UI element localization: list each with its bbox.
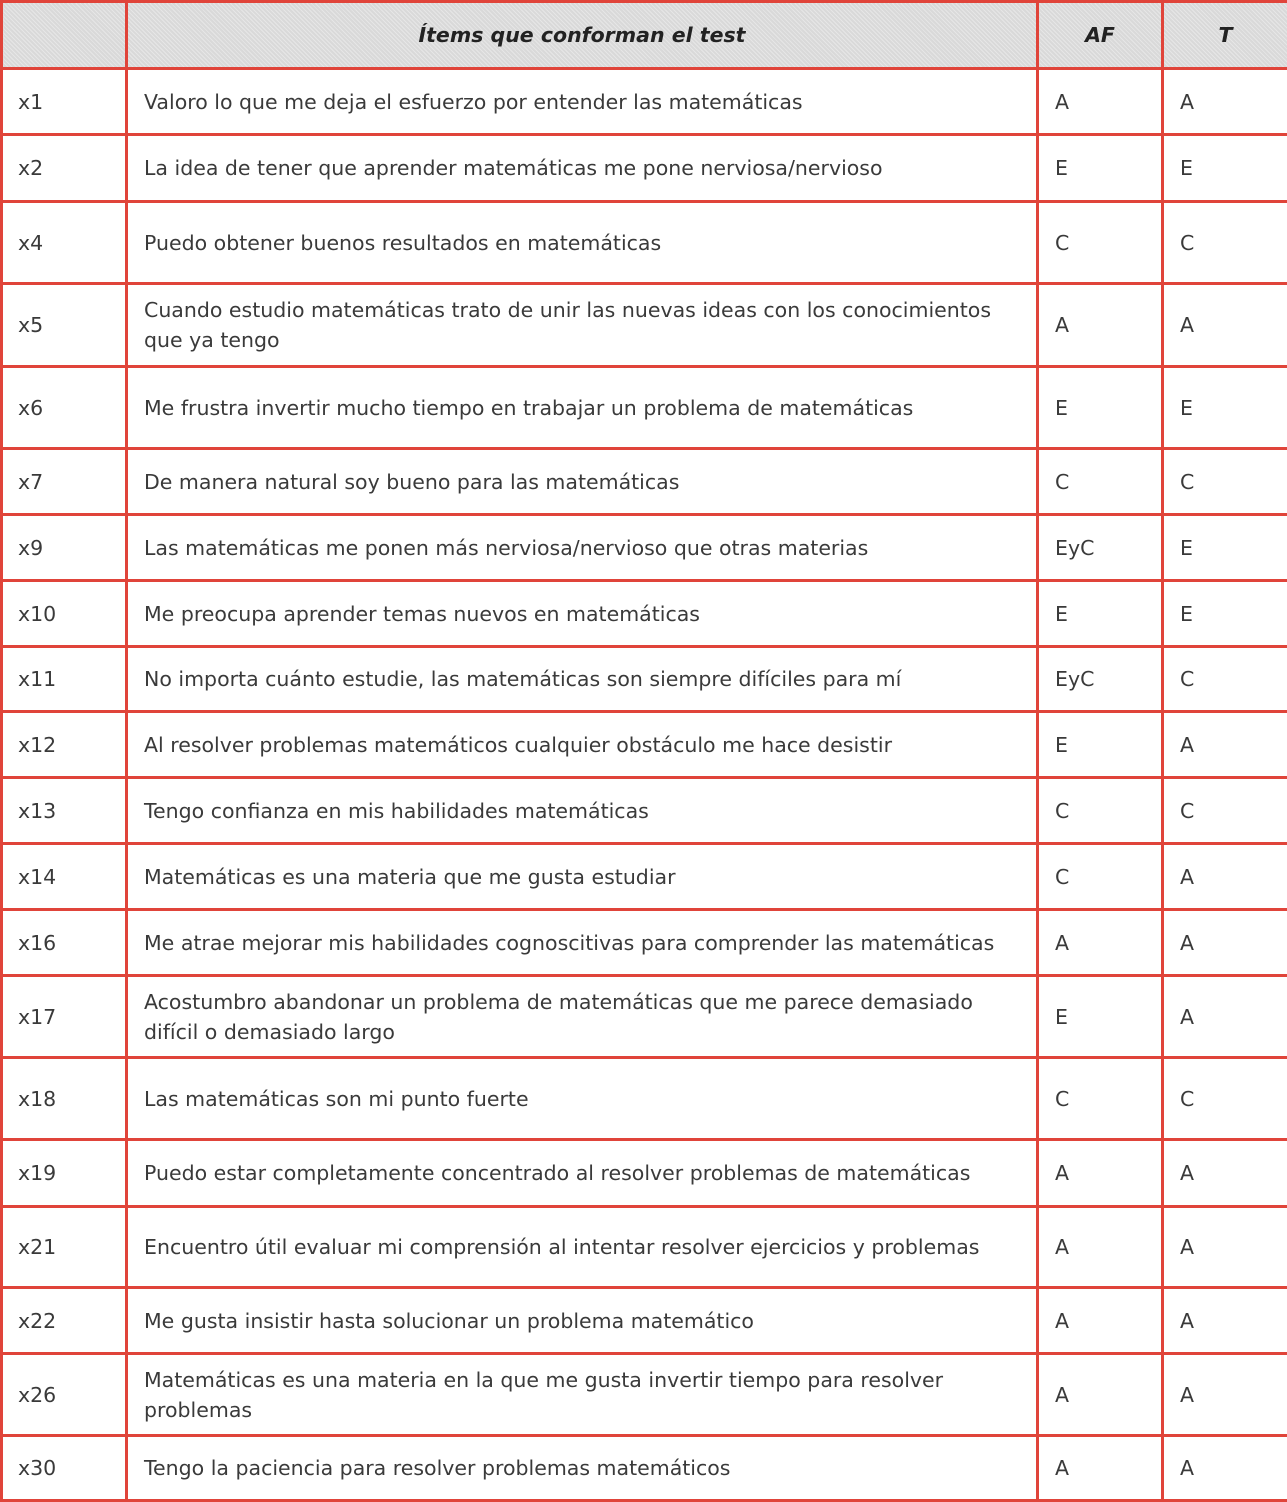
row-id: x5: [2, 284, 127, 367]
row-text: Acostumbro abandonar un problema de matemáticas que me parece demasiado difícil o demasiado largo: [127, 976, 1038, 1058]
table-row: [2, 69, 1287, 135]
row-id: x9: [2, 515, 127, 581]
row-af: A: [1038, 1436, 1163, 1501]
row-af: A: [1038, 1207, 1163, 1288]
row-t: A: [1163, 1140, 1287, 1207]
row-id: x30: [2, 1436, 127, 1501]
row-af: E: [1038, 712, 1163, 778]
table-row: [2, 284, 1287, 367]
row-t: C: [1163, 647, 1287, 712]
row-af: C: [1038, 202, 1163, 284]
row-text: Las matemáticas me ponen más nerviosa/nervioso que otras materias: [127, 515, 1038, 581]
row-id: x2: [2, 135, 127, 202]
table-row: [2, 712, 1287, 778]
row-text: Me gusta insistir hasta solucionar un problema matemático: [127, 1288, 1038, 1354]
row-af: A: [1038, 1288, 1163, 1354]
row-af: A: [1038, 1140, 1163, 1207]
row-af: A: [1038, 1354, 1163, 1436]
table-row: [2, 1288, 1287, 1354]
table-row: [2, 515, 1287, 581]
row-id: x21: [2, 1207, 127, 1288]
row-id: x7: [2, 449, 127, 515]
row-text: No importa cuánto estudie, las matemáticas son siempre difíciles para mí: [127, 647, 1038, 712]
row-t: A: [1163, 976, 1287, 1058]
row-id: x11: [2, 647, 127, 712]
table-row: [2, 1058, 1287, 1140]
table-row: [2, 976, 1287, 1058]
table-row: [2, 581, 1287, 647]
row-t: A: [1163, 1354, 1287, 1436]
row-af: EyC: [1038, 515, 1163, 581]
row-text: Encuentro útil evaluar mi comprensión al intentar resolver ejercicios y problemas: [127, 1207, 1038, 1288]
row-t: C: [1163, 202, 1287, 284]
table-row: [2, 1207, 1287, 1288]
row-t: A: [1163, 844, 1287, 910]
row-id: x1: [2, 69, 127, 135]
row-id: x26: [2, 1354, 127, 1436]
table-row: [2, 647, 1287, 712]
row-t: E: [1163, 515, 1287, 581]
header-items: Ítems que conforman el test: [127, 2, 1038, 69]
row-af: E: [1038, 581, 1163, 647]
row-t: E: [1163, 367, 1287, 449]
table-row: [2, 910, 1287, 976]
row-t: A: [1163, 712, 1287, 778]
table-row: [2, 778, 1287, 844]
header-t: T: [1163, 2, 1287, 69]
row-af: E: [1038, 367, 1163, 449]
row-af: A: [1038, 284, 1163, 367]
table-row: [2, 1436, 1287, 1501]
row-text: Me preocupa aprender temas nuevos en matemáticas: [127, 581, 1038, 647]
row-id: x12: [2, 712, 127, 778]
header-af: AF: [1038, 2, 1163, 69]
table-row: [2, 202, 1287, 284]
row-t: A: [1163, 1288, 1287, 1354]
row-af: A: [1038, 69, 1163, 135]
row-text: Al resolver problemas matemáticos cualquier obstáculo me hace desistir: [127, 712, 1038, 778]
row-text: Tengo confianza en mis habilidades matemáticas: [127, 778, 1038, 844]
row-t: A: [1163, 910, 1287, 976]
row-t: E: [1163, 581, 1287, 647]
row-text: Matemáticas es una materia en la que me gusta invertir tiempo para resolver problemas: [127, 1354, 1038, 1436]
row-t: C: [1163, 778, 1287, 844]
row-text: Valoro lo que me deja el esfuerzo por entender las matemáticas: [127, 69, 1038, 135]
row-text: Cuando estudio matemáticas trato de unir las nuevas ideas con los conocimientos que ya tengo: [127, 284, 1038, 367]
table-row: [2, 449, 1287, 515]
row-id: x17: [2, 976, 127, 1058]
row-t: C: [1163, 449, 1287, 515]
row-t: E: [1163, 135, 1287, 202]
row-af: E: [1038, 135, 1163, 202]
row-af: C: [1038, 1058, 1163, 1140]
row-af: EyC: [1038, 647, 1163, 712]
row-id: x19: [2, 1140, 127, 1207]
row-text: Me atrae mejorar mis habilidades cognoscitivas para comprender las matemáticas: [127, 910, 1038, 976]
row-text: Las matemáticas son mi punto fuerte: [127, 1058, 1038, 1140]
row-id: x10: [2, 581, 127, 647]
row-text: Puedo obtener buenos resultados en matemáticas: [127, 202, 1038, 284]
row-t: A: [1163, 284, 1287, 367]
row-id: x18: [2, 1058, 127, 1140]
table-row: [2, 844, 1287, 910]
row-t: A: [1163, 1436, 1287, 1501]
row-text: La idea de tener que aprender matemáticas me pone nerviosa/nervioso: [127, 135, 1038, 202]
row-text: Matemáticas es una materia que me gusta estudiar: [127, 844, 1038, 910]
row-af: E: [1038, 976, 1163, 1058]
row-t: C: [1163, 1058, 1287, 1140]
row-id: x4: [2, 202, 127, 284]
row-text: Tengo la paciencia para resolver problemas matemáticos: [127, 1436, 1038, 1501]
row-id: x6: [2, 367, 127, 449]
row-af: C: [1038, 449, 1163, 515]
row-id: x16: [2, 910, 127, 976]
row-t: A: [1163, 69, 1287, 135]
table-row: [2, 1354, 1287, 1436]
row-text: Puedo estar completamente concentrado al resolver problemas de matemáticas: [127, 1140, 1038, 1207]
row-id: x22: [2, 1288, 127, 1354]
row-id: x13: [2, 778, 127, 844]
row-id: x14: [2, 844, 127, 910]
row-t: A: [1163, 1207, 1287, 1288]
header-id: [2, 2, 127, 69]
row-af: C: [1038, 778, 1163, 844]
table-row: [2, 367, 1287, 449]
row-af: C: [1038, 844, 1163, 910]
row-text: De manera natural soy bueno para las matemáticas: [127, 449, 1038, 515]
row-text: Me frustra invertir mucho tiempo en trabajar un problema de matemáticas: [127, 367, 1038, 449]
table-row: [2, 1140, 1287, 1207]
header-row: [2, 2, 1287, 69]
row-af: A: [1038, 910, 1163, 976]
table-row: [2, 135, 1287, 202]
